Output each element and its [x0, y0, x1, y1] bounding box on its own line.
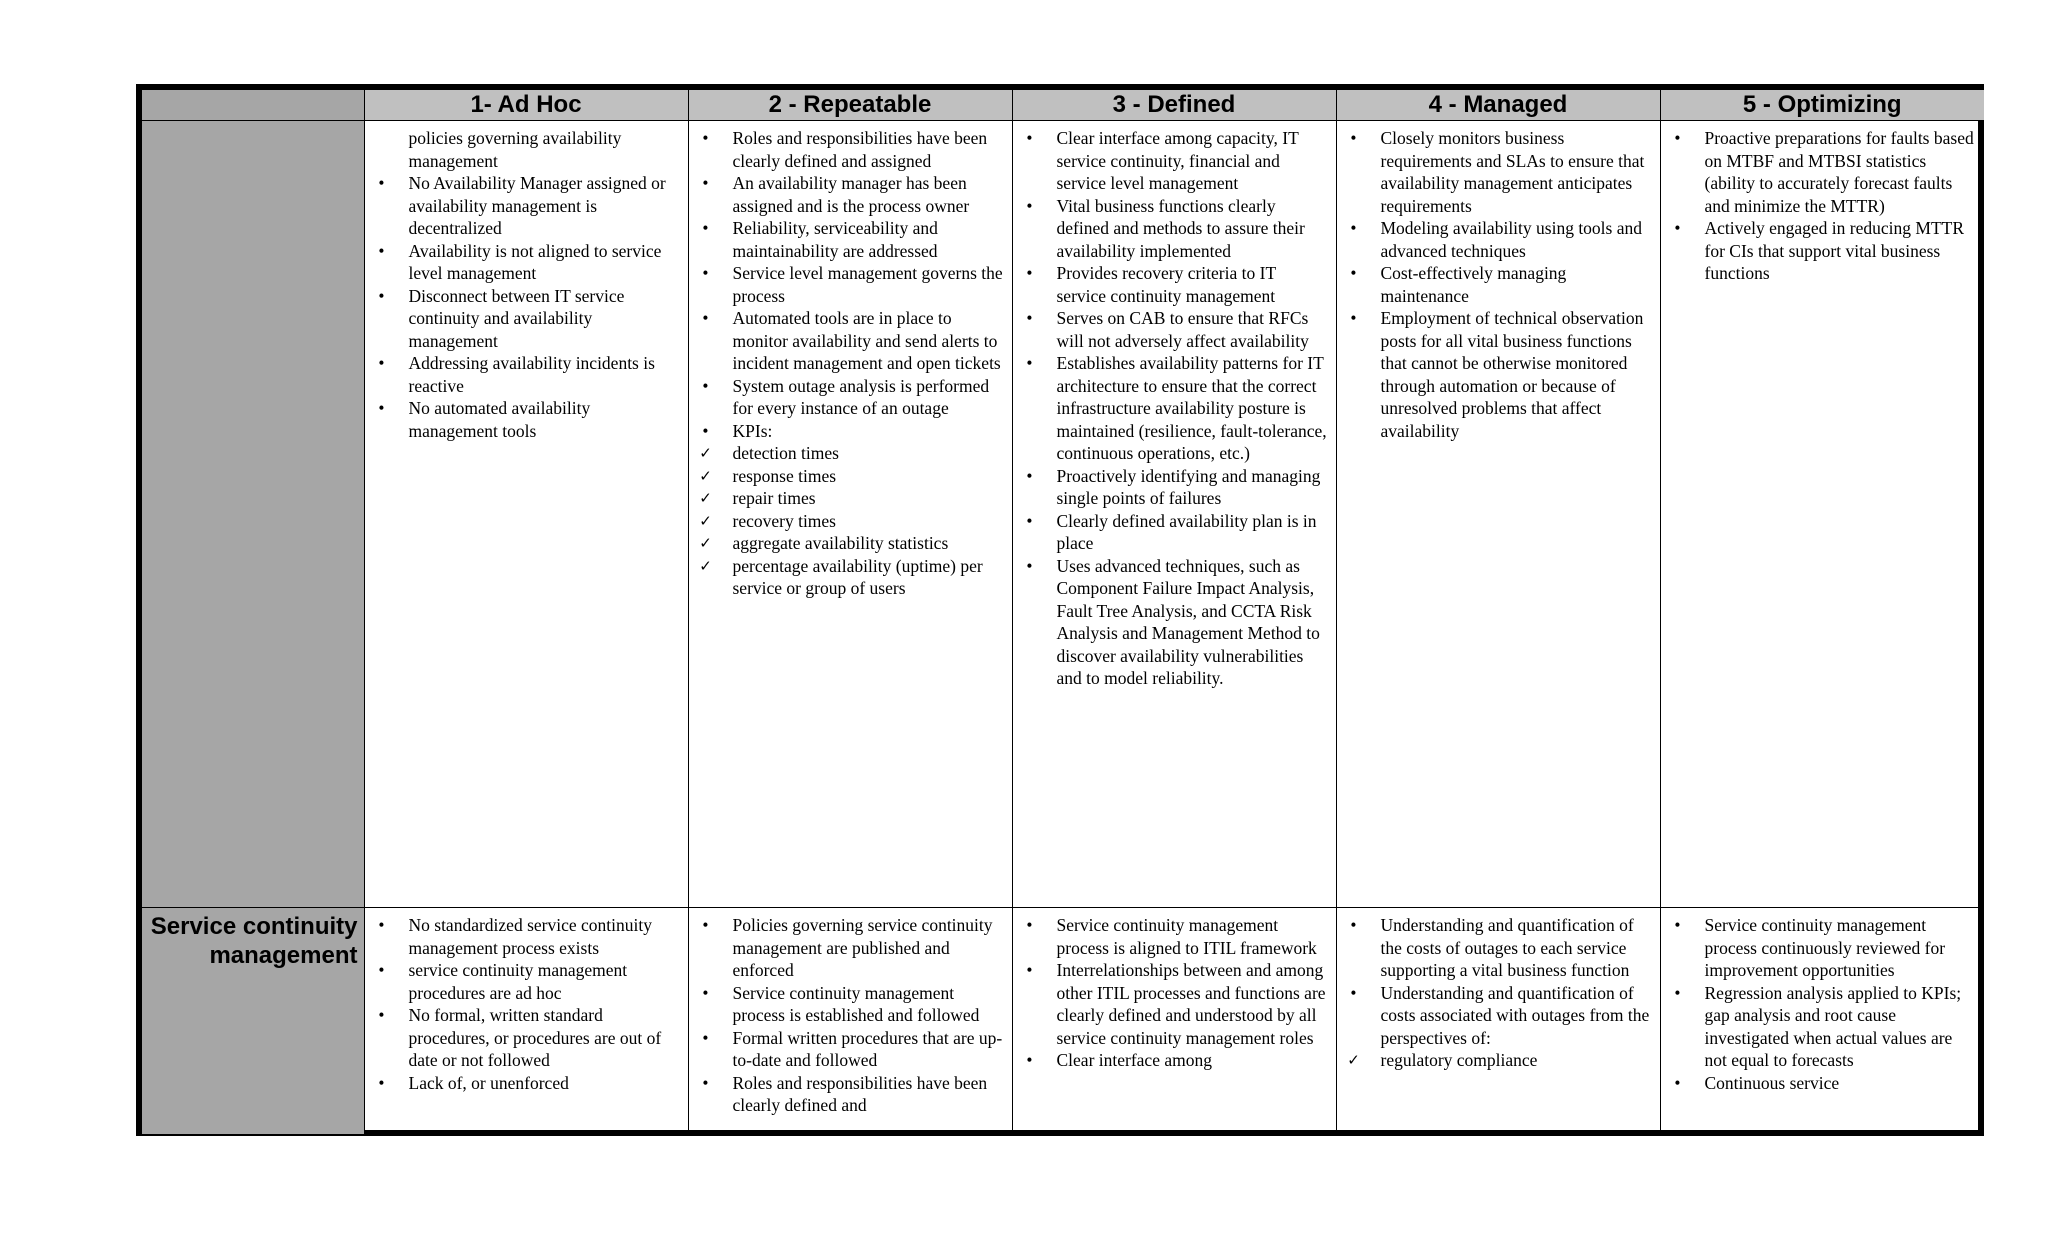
list-item: • No automated availability management tools	[373, 397, 682, 442]
list-item: • Establishes availability patterns for IT architecture to ensure that the correct infrastructure availability posture is maintained (resilience, fault-tolerance, continuous operations, etc.)	[1021, 352, 1330, 465]
criteria-list	[1021, 914, 1330, 1072]
list-item: • Service continuity management process is established and followed	[697, 982, 1006, 1027]
maturity-matrix-sheet	[136, 84, 1984, 1136]
header-level-4: 4 - Managed	[1336, 90, 1660, 121]
list-item: • Actively engaged in reducing MTTR for CIs that support vital business functions	[1669, 217, 1979, 285]
list-item: • Continuous service	[1669, 1072, 1979, 1095]
list-item: • Reliability, serviceability and maintainability are addressed	[697, 217, 1006, 262]
list-item: ✓ percentage availability (uptime) per service or group of users	[697, 555, 1006, 600]
criteria-list	[1345, 914, 1654, 1072]
cell-repeatable	[688, 908, 1012, 1135]
list-item: ✓ response times	[697, 465, 1006, 488]
header-level-2: 2 - Repeatable	[688, 90, 1012, 121]
cell-optimizing	[1660, 121, 1984, 908]
row-label	[142, 121, 364, 908]
list-item: • Roles and responsibilities have been clearly defined and	[697, 1072, 1006, 1117]
list-item: • System outage analysis is performed for every instance of an outage	[697, 375, 1006, 420]
list-item: • Modeling availability using tools and advanced techniques	[1345, 217, 1654, 262]
list-item: ✓ regulatory compliance	[1345, 1049, 1654, 1072]
list-item: • Availability is not aligned to service level management	[373, 240, 682, 285]
header-level-1: 1- Ad Hoc	[364, 90, 688, 121]
table-row-availability	[142, 121, 1984, 908]
list-item: • Service continuity management process continuously reviewed for improvement opportunities	[1669, 914, 1979, 982]
header-level-3: 3 - Defined	[1012, 90, 1336, 121]
list-item: ✓ aggregate availability statistics	[697, 532, 1006, 555]
list-item: • Lack of, or unenforced	[373, 1072, 682, 1095]
list-item: • No Availability Manager assigned or availability management is decentralized	[373, 172, 682, 240]
list-item: • Vital business functions clearly defined and methods to assure their availability implemented	[1021, 195, 1330, 263]
list-item: • Employment of technical observation posts for all vital business functions that cannot be otherwise monitored through automation or because of unresolved problems that affect availability	[1345, 307, 1654, 442]
list-item: • Automated tools are in place to monitor availability and send alerts to incident management and open tickets	[697, 307, 1006, 375]
list-item: • Disconnect between IT service continuity and availability management	[373, 285, 682, 353]
cell-managed	[1336, 908, 1660, 1135]
list-item: • Policies governing service continuity management are published and enforced	[697, 914, 1006, 982]
cell-ad-hoc	[364, 908, 688, 1135]
table-row-service-continuity	[142, 908, 1984, 1135]
list-item: • Cost-effectively managing maintenance	[1345, 262, 1654, 307]
list-item: • No standardized service continuity management process exists	[373, 914, 682, 959]
list-item: ✓ recovery times	[697, 510, 1006, 533]
list-item: • Clearly defined availability plan is in place	[1021, 510, 1330, 555]
list-item: • Formal written procedures that are up-to-date and followed	[697, 1027, 1006, 1072]
cell-defined	[1012, 121, 1336, 908]
list-item: • service continuity management procedures are ad hoc	[373, 959, 682, 1004]
criteria-list	[373, 914, 682, 1094]
criteria-list	[1345, 127, 1654, 442]
list-item: • Provides recovery criteria to IT service continuity management	[1021, 262, 1330, 307]
list-item: • Service continuity management process is aligned to ITIL framework	[1021, 914, 1330, 959]
header-corner-cell	[142, 90, 364, 121]
cell-optimizing	[1660, 908, 1984, 1135]
criteria-list	[1669, 127, 1979, 285]
header-row	[142, 90, 1984, 121]
list-item: • Serves on CAB to ensure that RFCs will not adversely affect availability	[1021, 307, 1330, 352]
criteria-list	[1021, 127, 1330, 690]
list-item: policies governing availability management	[408, 128, 622, 171]
list-item: • Understanding and quantification of the costs of outages to each service supporting a vital business function	[1345, 914, 1654, 982]
criteria-list	[1669, 914, 1979, 1094]
list-item: • Regression analysis applied to KPIs; gap analysis and root cause investigated when actual values are not equal to forecasts	[1669, 982, 1979, 1072]
list-item: • Service level management governs the process	[697, 262, 1006, 307]
list-item: ✓ detection times	[697, 442, 1006, 465]
cell-ad-hoc	[364, 121, 688, 908]
list-item: • Clear interface among capacity, IT service continuity, financial and service level management	[1021, 127, 1330, 195]
header-level-5: 5 - Optimizing	[1660, 90, 1984, 121]
list-item: • Roles and responsibilities have been clearly defined and assigned	[697, 127, 1006, 172]
criteria-list	[697, 127, 1006, 600]
list-item: • Understanding and quantification of costs associated with outages from the perspectives of:	[1345, 982, 1654, 1050]
list-item: • No formal, written standard procedures, or procedures are out of date or not followed	[373, 1004, 682, 1072]
cell-defined	[1012, 908, 1336, 1135]
cell-managed	[1336, 121, 1660, 908]
row-label: Service continuity management	[142, 908, 364, 1135]
criteria-list	[373, 127, 682, 442]
list-item: • Uses advanced techniques, such as Component Failure Impact Analysis, Fault Tree Analysis, and CCTA Risk Analysis and Management Method to discover availability vulnerabilities and to model reliability.	[1021, 555, 1330, 690]
list-item: • Proactively identifying and managing single points of failures	[1021, 465, 1330, 510]
list-item: • KPIs:	[697, 420, 1006, 443]
list-item: • An availability manager has been assigned and is the process owner	[697, 172, 1006, 217]
maturity-matrix-table	[142, 90, 1984, 1135]
cell-repeatable	[688, 121, 1012, 908]
criteria-list	[697, 914, 1006, 1117]
list-item: • Addressing availability incidents is reactive	[373, 352, 682, 397]
list-item: • Closely monitors business requirements and SLAs to ensure that availability management anticipates requirements	[1345, 127, 1654, 217]
list-item: • Proactive preparations for faults based on MTBF and MTBSI statistics (ability to accurately forecast faults and minimize the MTTR)	[1669, 127, 1979, 217]
list-item: • Interrelationships between and among other ITIL processes and functions are clearly defined and understood by all service continuity management roles	[1021, 959, 1330, 1049]
list-item: • Clear interface among	[1021, 1049, 1330, 1072]
list-item: ✓ repair times	[697, 487, 1006, 510]
